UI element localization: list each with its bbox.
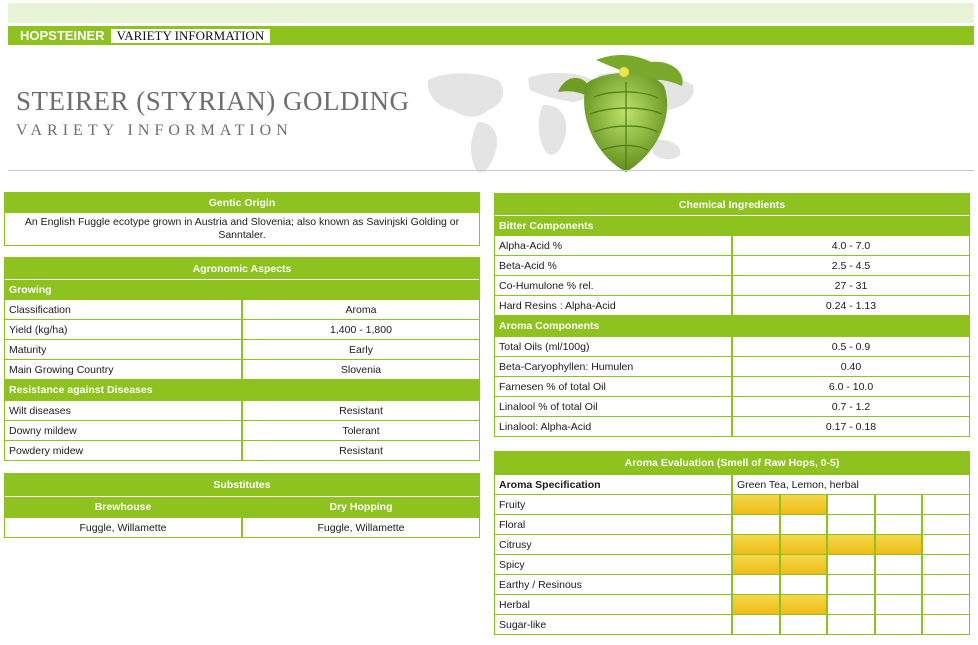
aroma-score-segment [876,615,922,634]
bitter-row [495,256,969,275]
aroma-score-segment [923,535,969,554]
aroma-score-segment [828,595,874,614]
growing-row-value: Aroma [243,300,479,319]
growing-row [5,340,479,359]
resistance-row [5,401,479,420]
aroma-eval-label: Spicy [495,555,731,574]
aroma-evaluation-panel [494,451,970,635]
aroma-score-segment [781,575,827,594]
aroma-component-row-value: 0.17 - 0.18 [733,417,969,436]
aroma-score-segment [876,495,922,514]
resistance-row-label: Wilt diseases [5,401,241,420]
resistance-row-label: Downy mildew [5,421,241,440]
bitter-row [495,296,969,315]
aroma-score-segment [733,535,779,554]
resistance-row [5,441,479,460]
aroma-eval-row [495,535,969,554]
aroma-eval-label: Citrusy [495,535,731,554]
aroma-score-segment [923,575,969,594]
substitutes-dry-hopping-value: Fuggle, Willamette [243,518,479,537]
aroma-score-segment [733,495,779,514]
growing-row-value: Early [243,340,479,359]
aroma-eval-row [495,495,969,514]
aroma-component-row [495,357,969,376]
aroma-component-row-label: Linalool % of total Oil [495,397,731,416]
substitutes-panel [4,473,480,538]
aroma-component-row [495,377,969,396]
resistance-row-label: Powdery midew [5,441,241,460]
aroma-score-segment [828,535,874,554]
agronomic-heading: Agronomic Aspects [192,262,292,275]
bitter-row [495,276,969,295]
aroma-score-segment [781,515,827,534]
bitter-row-value: 27 - 31 [733,276,969,295]
aroma-score-segment [923,595,969,614]
chemical-panel [494,193,970,437]
substitutes-brewhouse-value: Fuggle, Willamette [5,518,241,537]
aroma-score-segment [828,575,874,594]
growing-row [5,320,479,339]
aroma-spec-label: Aroma Specification [495,475,731,494]
aroma-eval-row [495,575,969,594]
growing-row-value: Slovenia [243,360,479,379]
page-subtitle: VARIETY INFORMATION [16,122,293,139]
bitter-row-value: 4.0 - 7.0 [733,236,969,255]
aroma-score-segment [733,575,779,594]
aroma-evaluation-heading: Aroma Evaluation (Smell of Raw Hops, 0-5) [624,457,840,469]
bitter-subheading: Bitter Components [495,215,969,235]
aroma-components-subheading: Aroma Components [499,320,600,332]
page-title: STEIRER (STYRIAN) GOLDING [16,86,410,116]
aroma-score-segment [828,555,874,574]
growing-row [5,360,479,379]
aroma-score-segment [876,595,922,614]
aroma-score-segment [876,575,922,594]
aroma-eval-label: Floral [495,515,731,534]
resistance-row-value: Resistant [243,401,479,420]
growing-subheading: Growing [5,279,479,299]
aroma-score-segment [923,615,969,634]
aroma-component-row-value: 0.40 [733,357,969,376]
aroma-eval-row [495,615,969,634]
aroma-score-segment [781,615,827,634]
aroma-eval-row [495,555,969,574]
bitter-row-value: 0.24 - 1.13 [733,296,969,315]
resistance-subheading: Resistance against Diseases [9,384,153,396]
aroma-score-segment [781,495,827,514]
aroma-score-segment [828,515,874,534]
bitter-row [495,236,969,255]
aroma-score-segment [733,595,779,614]
aroma-component-row [495,337,969,356]
hop-cone-image [556,52,696,174]
aroma-score-segment [876,515,922,534]
aroma-eval-label: Herbal [495,595,731,614]
aroma-score-segment [923,515,969,534]
aroma-eval-label: Sugar-like [495,615,731,634]
aroma-component-row-label: Farnesen % of total Oil [495,377,731,396]
resistance-row-value: Tolerant [243,421,479,440]
aroma-score-segment [781,535,827,554]
aroma-component-row-label: Linalool: Alpha-Acid [495,417,731,436]
substitutes-col-dry-hopping: Dry Hopping [329,501,393,513]
bitter-row-label: Alpha-Acid % [495,236,731,255]
aroma-spec-value: Green Tea, Lemon, herbal [733,475,969,494]
aroma-eval-row [495,515,969,534]
resistance-row-value: Resistant [243,441,479,460]
aroma-component-row-value: 0.7 - 1.2 [733,397,969,416]
aroma-score-segment [733,555,779,574]
header-divider [8,170,974,171]
resistance-row [5,421,479,440]
growing-row-label: Main Growing Country [5,360,241,379]
bitter-row-label: Co-Humulone % rel. [495,276,731,295]
brand-bar [8,26,974,45]
growing-row-label: Maturity [5,340,241,359]
brand-name: HOPSTEINER [20,28,105,43]
bitter-row-value: 2.5 - 4.5 [733,256,969,275]
growing-row-value: 1,400 - 1,800 [243,320,479,339]
aroma-score-segment [876,535,922,554]
brand-section: VARIETY INFORMATION [112,29,271,43]
aroma-component-row-label: Total Oils (ml/100g) [495,337,731,356]
genetic-origin-text: An English Fuggle ecotype grown in Austria and Slovenia; also known as Savinjski Golding or Sanntaler. [5,213,479,245]
aroma-score-segment [876,555,922,574]
aroma-score-segment [781,555,827,574]
aroma-score-segment [733,515,779,534]
growing-row-label: Classification [5,300,241,319]
agronomic-panel [4,257,480,461]
aroma-eval-label: Earthy / Resinous [495,575,731,594]
top-strip [8,3,974,23]
aroma-score-segment [923,555,969,574]
substitutes-heading: Substitutes [213,478,271,491]
aroma-component-row-value: 0.5 - 0.9 [733,337,969,356]
aroma-score-segment [828,615,874,634]
growing-row-label: Yield (kg/ha) [5,320,241,339]
substitutes-col-brewhouse: Brewhouse [94,501,152,513]
aroma-component-row-label: Beta-Caryophyllen: Humulen [495,357,731,376]
aroma-component-row [495,417,969,436]
growing-row [5,300,479,319]
aroma-score-segment [923,495,969,514]
aroma-component-row [495,397,969,416]
bitter-row-label: Beta-Acid % [495,256,731,275]
genetic-origin-panel [4,192,480,246]
chemical-heading: Chemical Ingredients [678,198,786,211]
bitter-row-label: Hard Resins : Alpha-Acid [495,296,731,315]
aroma-eval-label: Fruity [495,495,731,514]
aroma-component-row-value: 6.0 - 10.0 [733,377,969,396]
aroma-score-segment [733,615,779,634]
aroma-eval-row [495,595,969,614]
genetic-origin-heading: Gentic Origin [208,197,276,209]
aroma-score-segment [828,495,874,514]
aroma-score-segment [781,595,827,614]
